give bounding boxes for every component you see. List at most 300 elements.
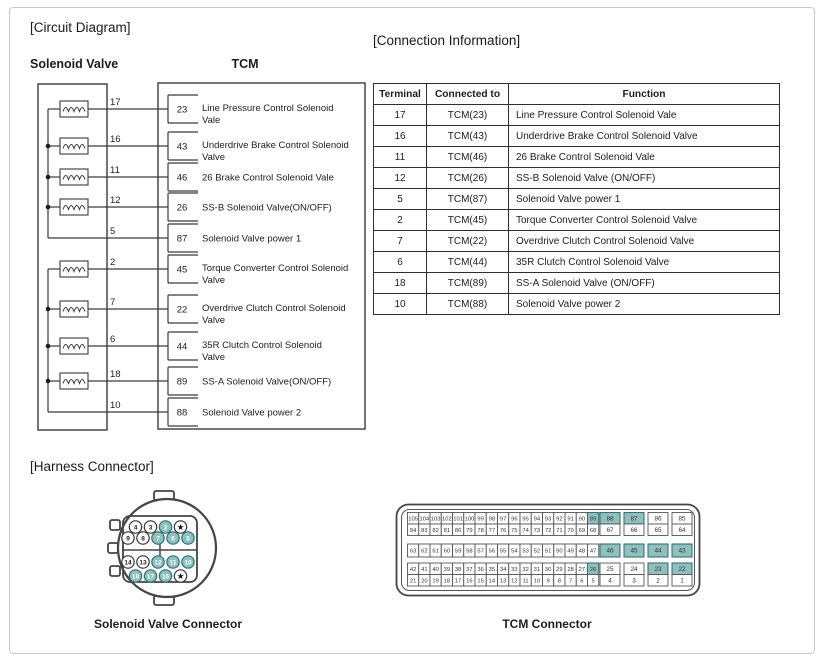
svg-text:13: 13 — [499, 578, 507, 585]
tcm-connector-pins — [408, 513, 693, 587]
tcm-connector-pin-99 — [475, 513, 486, 525]
svg-text:74: 74 — [522, 527, 529, 534]
tcm-connector-pin-61 — [430, 544, 441, 557]
tcm-pin-number: 43 — [176, 141, 188, 153]
circuit-row-terminal-5 — [48, 224, 301, 252]
svg-text:53: 53 — [522, 548, 529, 555]
svg-text:102: 102 — [442, 516, 452, 523]
tcm-connector-pin-44 — [648, 544, 668, 557]
svg-text:5: 5 — [186, 535, 190, 543]
svg-text:1: 1 — [680, 577, 684, 585]
svg-text:2: 2 — [656, 577, 660, 585]
tcm-connector-pin-59 — [453, 544, 464, 557]
svg-text:80: 80 — [454, 527, 462, 534]
svg-text:2: 2 — [163, 524, 168, 532]
tcm-connector-pin-3 — [624, 575, 644, 587]
svg-text:47: 47 — [589, 548, 597, 555]
svg-text:101: 101 — [453, 516, 463, 523]
tcm-connector-pin-79 — [464, 524, 475, 536]
tcm-connector-pin-95 — [520, 513, 531, 525]
tcm-connector-pin-83 — [419, 524, 430, 536]
connection-table-row — [374, 168, 780, 189]
svg-text:99: 99 — [477, 516, 484, 523]
function-text: Overdrive Clutch Control Solenoid — [202, 303, 346, 314]
svg-text:82: 82 — [432, 527, 439, 534]
tcm-connector-pin-87 — [624, 513, 644, 525]
svg-text:30: 30 — [544, 566, 552, 573]
tcm-connector-pin-23 — [648, 563, 668, 575]
connection-table-row — [374, 231, 780, 252]
svg-text:87: 87 — [630, 515, 638, 523]
svg-text:12: 12 — [511, 578, 518, 585]
svg-text:91: 91 — [567, 516, 574, 523]
tcm-connector-pin-42 — [408, 563, 419, 575]
function-cell: Solenoid Valve power 2 — [509, 294, 780, 315]
tcm-connector-pin-58 — [464, 544, 475, 557]
tcm-connector-pin-32 — [520, 563, 531, 575]
function-text: Underdrive Brake Control Solenoid — [202, 140, 349, 151]
connected-to-cell: TCM(22) — [427, 231, 509, 252]
tcm-connector-pin-105 — [408, 513, 419, 525]
tcm-connector-pin-104 — [419, 513, 430, 525]
connector-pin-4 — [129, 521, 141, 533]
svg-text:8: 8 — [557, 578, 561, 585]
wire-terminal-number: 18 — [110, 369, 121, 380]
connector-left-tab — [110, 520, 120, 530]
tcm-connector-pin-103 — [430, 513, 441, 525]
connector-pin-6 — [167, 532, 179, 544]
terminal-cell: 5 — [374, 189, 427, 210]
junction-dot — [46, 144, 51, 149]
tcm-connector-pin-54 — [509, 544, 520, 557]
tcm-connector-pin-81 — [441, 524, 452, 536]
connection-information-table — [373, 83, 780, 315]
tcm-connector-pin-70 — [565, 524, 576, 536]
solenoid-valve-box-label: Solenoid Valve — [30, 57, 119, 71]
connection-table-row — [374, 294, 780, 315]
svg-text:24: 24 — [630, 565, 638, 573]
function-text: Line Pressure Control Solenoid — [202, 103, 334, 114]
svg-text:64: 64 — [678, 526, 686, 534]
function-cell: Overdrive Clutch Control Solenoid Valve — [509, 231, 780, 252]
function-text: 35R Clutch Control Solenoid — [202, 340, 322, 351]
svg-text:6: 6 — [580, 578, 584, 585]
svg-text:11: 11 — [169, 559, 177, 567]
star-glyph: ★ — [176, 522, 185, 532]
tcm-connector-pin-7 — [565, 575, 576, 587]
svg-text:42: 42 — [409, 566, 417, 573]
tcm-pin-number: 23 — [176, 104, 188, 116]
connector-pin-7 — [152, 532, 164, 544]
svg-text:7: 7 — [156, 535, 160, 543]
function-text: Torque Converter Control Solenoid — [202, 263, 349, 274]
tcm-pin-number: 22 — [176, 304, 188, 316]
junction-dot — [46, 205, 51, 210]
svg-text:86: 86 — [654, 515, 662, 523]
svg-text:96: 96 — [511, 516, 518, 523]
terminal-cell: 11 — [374, 147, 427, 168]
svg-text:103: 103 — [430, 516, 441, 523]
connector-pin-18 — [129, 570, 141, 582]
tcm-connector-pin-40 — [430, 563, 441, 575]
circuit-row-terminal-16 — [48, 132, 349, 163]
tcm-connector-pin-71 — [554, 524, 565, 536]
tcm-connector-pin-15 — [475, 575, 486, 587]
svg-text:11: 11 — [522, 578, 529, 585]
svg-text:44: 44 — [654, 547, 662, 555]
connected-to-cell: TCM(43) — [427, 126, 509, 147]
svg-text:16: 16 — [161, 573, 170, 581]
tcm-connector-pin-85 — [672, 513, 692, 525]
tcm-connector-pin-28 — [565, 563, 576, 575]
connector-pin-5 — [182, 532, 194, 544]
tcm-connector-pin-43 — [672, 544, 692, 557]
function-cell: 35R Clutch Control Solenoid Valve — [509, 252, 780, 273]
svg-text:65: 65 — [654, 526, 662, 534]
terminal-cell: 10 — [374, 294, 427, 315]
svg-text:35: 35 — [488, 566, 496, 573]
tcm-connector-pin-65 — [648, 524, 668, 536]
solenoid-valve-connector-drawing — [107, 488, 227, 608]
function-text: Valve — [202, 352, 226, 363]
svg-text:63: 63 — [409, 548, 417, 555]
terminal-cell: 18 — [374, 273, 427, 294]
svg-text:104: 104 — [419, 516, 430, 523]
terminal-cell: 6 — [374, 252, 427, 273]
tcm-connector-pin-20 — [419, 575, 430, 587]
tcm-connector-pin-10 — [531, 575, 542, 587]
tcm-connector-pin-53 — [520, 544, 531, 557]
tcm-connector-pin-8 — [554, 575, 565, 587]
svg-text:14: 14 — [124, 559, 132, 567]
tcm-connector-pin-86 — [648, 513, 668, 525]
tcm-connector-pin-33 — [509, 563, 520, 575]
connector-key-pin — [174, 570, 186, 582]
svg-text:23: 23 — [654, 565, 662, 573]
svg-text:77: 77 — [488, 527, 496, 534]
tcm-connector-pin-84 — [408, 524, 419, 536]
connection-table-row — [374, 126, 780, 147]
tcm-connector-pin-94 — [531, 513, 542, 525]
tcm-connector-pin-55 — [498, 544, 509, 557]
svg-text:51: 51 — [544, 548, 552, 555]
tcm-connector-pin-26 — [588, 563, 599, 575]
tcm-connector-pin-16 — [464, 575, 475, 587]
tcm-connector-pin-2 — [648, 575, 668, 587]
wire-terminal-number: 16 — [110, 134, 121, 145]
tcm-connector-pin-56 — [486, 544, 497, 557]
svg-text:62: 62 — [421, 548, 428, 555]
wire-terminal-number: 2 — [110, 257, 116, 268]
tcm-connector-pin-4 — [600, 575, 620, 587]
svg-text:92: 92 — [556, 516, 563, 523]
circuit-row-terminal-18 — [48, 367, 331, 395]
svg-text:59: 59 — [454, 548, 462, 555]
tcm-connector-pin-52 — [531, 544, 542, 557]
function-text: Valve — [202, 275, 226, 286]
connector-pin-8 — [137, 532, 149, 544]
svg-text:93: 93 — [544, 516, 552, 523]
svg-text:81: 81 — [443, 527, 451, 534]
svg-text:19: 19 — [432, 578, 439, 585]
svg-text:29: 29 — [556, 566, 563, 573]
svg-text:73: 73 — [533, 527, 541, 534]
svg-text:4: 4 — [608, 577, 612, 585]
tcm-pin-number: 89 — [176, 376, 188, 388]
svg-text:85: 85 — [678, 515, 686, 523]
svg-text:45: 45 — [630, 547, 638, 555]
tcm-connector-pin-51 — [543, 544, 554, 557]
tcm-connector-pin-92 — [554, 513, 565, 525]
circuit-row-terminal-7 — [48, 295, 346, 326]
svg-text:79: 79 — [466, 527, 473, 534]
svg-text:17: 17 — [454, 578, 462, 585]
tcm-connector-pin-77 — [486, 524, 497, 536]
tcm-connector-pin-47 — [588, 544, 599, 557]
junction-dot — [46, 379, 51, 384]
connected-to-cell: TCM(89) — [427, 273, 509, 294]
tcm-connector-pin-64 — [672, 524, 692, 536]
function-cell: Torque Converter Control Solenoid Valve — [509, 210, 780, 231]
circuit-row-terminal-12 — [48, 193, 332, 221]
tcm-connector-pin-1 — [672, 575, 692, 587]
tcm-connector-pin-62 — [419, 544, 430, 557]
terminal-cell: 7 — [374, 231, 427, 252]
circuit-row-terminal-10 — [48, 398, 301, 426]
svg-text:13: 13 — [139, 559, 147, 567]
connector-pin-12 — [152, 556, 164, 568]
terminal-column-header: Terminal — [374, 84, 427, 105]
svg-text:83: 83 — [421, 527, 428, 534]
circuit-rows — [46, 95, 349, 426]
svg-text:58: 58 — [466, 548, 473, 555]
svg-text:18: 18 — [443, 578, 451, 585]
svg-text:94: 94 — [533, 516, 541, 523]
tcm-box-label: TCM — [231, 57, 259, 71]
tcm-connector-pin-67 — [600, 524, 620, 536]
tcm-connector-pin-75 — [509, 524, 520, 536]
svg-text:50: 50 — [556, 548, 563, 555]
tcm-connector-pin-24 — [624, 563, 644, 575]
tcm-connector-pin-102 — [441, 513, 452, 525]
tcm-connector-pin-22 — [672, 563, 692, 575]
tcm-connector-caption: TCM Connector — [502, 617, 592, 631]
function-column-header: Function — [509, 84, 780, 105]
junction-dot — [46, 344, 51, 349]
connector-pin-14 — [122, 556, 134, 568]
connected-to-cell: TCM(23) — [427, 105, 509, 126]
function-cell: Solenoid Valve power 1 — [509, 189, 780, 210]
wire-terminal-number: 5 — [110, 226, 116, 237]
svg-text:56: 56 — [488, 548, 496, 555]
connection-table-row — [374, 189, 780, 210]
tcm-pin-number: 88 — [176, 407, 188, 419]
tcm-connector-pin-9 — [543, 575, 554, 587]
tcm-connector-pin-39 — [441, 563, 452, 575]
tcm-connector-pin-31 — [531, 563, 542, 575]
tcm-connector-pin-76 — [498, 524, 509, 536]
function-text: SS-B Solenoid Valve(ON/OFF) — [202, 202, 332, 214]
svg-text:17: 17 — [146, 573, 155, 581]
function-text: Solenoid Valve power 1 — [202, 233, 302, 245]
star-glyph: ★ — [176, 571, 185, 581]
wire-terminal-number: 17 — [110, 97, 121, 108]
svg-text:31: 31 — [533, 566, 541, 573]
tcm-connector-pin-46 — [600, 544, 620, 557]
svg-text:34: 34 — [499, 566, 507, 573]
svg-text:98: 98 — [488, 516, 496, 523]
svg-text:60: 60 — [443, 548, 451, 555]
svg-text:36: 36 — [477, 566, 484, 573]
svg-text:4: 4 — [133, 524, 138, 532]
terminal-cell: 16 — [374, 126, 427, 147]
connector-key-pin — [174, 521, 186, 533]
connector-left-tab — [110, 566, 120, 576]
tcm-connector-pin-48 — [576, 544, 587, 557]
tcm-connector-pin-49 — [565, 544, 576, 557]
tcm-connector-pin-45 — [624, 544, 644, 557]
tcm-connector-pin-63 — [408, 544, 419, 557]
svg-text:18: 18 — [131, 573, 140, 581]
svg-text:61: 61 — [432, 548, 439, 555]
svg-text:6: 6 — [171, 535, 175, 543]
svg-text:9: 9 — [126, 535, 130, 543]
tcm-pin-number: 44 — [176, 341, 188, 353]
svg-text:89: 89 — [589, 516, 597, 523]
tcm-pin-number: 87 — [176, 233, 188, 245]
tcm-connector-pin-72 — [543, 524, 554, 536]
wire-terminal-number: 10 — [110, 400, 121, 411]
svg-text:52: 52 — [533, 548, 541, 555]
connection-table-row — [374, 273, 780, 294]
svg-text:7: 7 — [569, 578, 573, 585]
svg-text:16: 16 — [466, 578, 473, 585]
connector-pin-13 — [137, 556, 149, 568]
connected-to-cell: TCM(44) — [427, 252, 509, 273]
svg-text:39: 39 — [443, 566, 451, 573]
svg-text:27: 27 — [578, 566, 586, 573]
svg-text:105: 105 — [408, 516, 418, 523]
tcm-connector-pin-96 — [509, 513, 520, 525]
svg-text:28: 28 — [567, 566, 574, 573]
connected-to-cell: TCM(88) — [427, 294, 509, 315]
tcm-connector-pin-73 — [531, 524, 542, 536]
tcm-connector-pin-19 — [430, 575, 441, 587]
tcm-connector-pin-93 — [543, 513, 554, 525]
svg-text:25: 25 — [606, 565, 614, 573]
svg-text:68: 68 — [589, 527, 597, 534]
connected-to-cell: TCM(26) — [427, 168, 509, 189]
connection-table-row — [374, 252, 780, 273]
function-cell: SS-B Solenoid Valve (ON/OFF) — [509, 168, 780, 189]
svg-text:10: 10 — [533, 578, 541, 585]
tcm-connector-pin-82 — [430, 524, 441, 536]
svg-text:26: 26 — [589, 566, 597, 573]
svg-text:14: 14 — [488, 578, 496, 585]
tcm-connector-pin-41 — [419, 563, 430, 575]
tcm-connector-pin-66 — [624, 524, 644, 536]
tcm-connector-pin-90 — [576, 513, 587, 525]
svg-text:72: 72 — [544, 527, 552, 534]
connector-pin-16 — [159, 570, 171, 582]
tcm-connector-drawing — [394, 502, 702, 598]
svg-text:37: 37 — [466, 566, 473, 573]
tcm-connector-pin-91 — [565, 513, 576, 525]
tcm-connector-pin-60 — [441, 544, 452, 557]
svg-text:100: 100 — [464, 516, 475, 523]
svg-text:10: 10 — [184, 559, 192, 567]
tcm-connector-pin-88 — [600, 513, 620, 525]
function-text: 26 Brake Control Solenoid Vale — [202, 172, 334, 184]
tcm-connector-pin-50 — [554, 544, 565, 557]
terminal-cell: 17 — [374, 105, 427, 126]
wire-terminal-number: 11 — [110, 165, 120, 176]
svg-text:90: 90 — [578, 516, 586, 523]
svg-text:84: 84 — [409, 527, 417, 534]
svg-text:46: 46 — [606, 547, 614, 555]
svg-text:70: 70 — [567, 527, 574, 534]
tcm-connector-pin-74 — [520, 524, 531, 536]
tcm-connector-pin-100 — [464, 513, 475, 525]
connection-table-row — [374, 147, 780, 168]
tcm-connector-pin-29 — [554, 563, 565, 575]
svg-text:57: 57 — [477, 548, 484, 555]
function-cell: Line Pressure Control Solenoid Vale — [509, 105, 780, 126]
wire-terminal-number: 6 — [110, 334, 116, 345]
svg-text:66: 66 — [630, 526, 638, 534]
connector-pin-3 — [144, 521, 156, 533]
tcm-pin-number: 26 — [176, 202, 188, 214]
wire-terminal-number: 12 — [110, 195, 121, 206]
connection-table-row — [374, 210, 780, 231]
tcm-connector-pin-27 — [576, 563, 587, 575]
tcm-connector-pin-30 — [543, 563, 554, 575]
circuit-row-terminal-2 — [48, 255, 348, 286]
connected-to-cell: TCM(87) — [427, 189, 509, 210]
svg-text:20: 20 — [421, 578, 428, 585]
function-text: Valve — [202, 152, 226, 163]
tcm-connector-pin-68 — [588, 524, 599, 536]
tcm-connector-pin-37 — [464, 563, 475, 575]
junction-dot — [46, 307, 51, 312]
tcm-connector-pin-78 — [475, 524, 486, 536]
tcm-connector-pin-11 — [520, 575, 531, 587]
connector-pin-17 — [144, 570, 156, 582]
tcm-connector-pin-69 — [576, 524, 587, 536]
tcm-connector-pin-36 — [475, 563, 486, 575]
svg-text:95: 95 — [522, 516, 529, 523]
function-text: SS-A Solenoid Valve(ON/OFF) — [202, 376, 332, 388]
connector-pin-2 — [159, 521, 171, 533]
svg-text:38: 38 — [454, 566, 462, 573]
connector-left-tab — [108, 543, 118, 553]
svg-text:5: 5 — [591, 578, 595, 585]
tcm-connector-pin-98 — [486, 513, 497, 525]
connected-to-cell: TCM(46) — [427, 147, 509, 168]
tcm-connector-pin-97 — [498, 513, 509, 525]
tcm-pin-number: 46 — [176, 172, 188, 184]
circuit-row-terminal-6 — [48, 332, 322, 363]
svg-text:41: 41 — [421, 566, 428, 573]
connector-pin-10 — [182, 556, 194, 568]
svg-text:75: 75 — [511, 527, 518, 534]
svg-text:97: 97 — [499, 516, 507, 523]
tcm-connector-pin-35 — [486, 563, 497, 575]
connected-to-column-header: Connected to — [427, 84, 509, 105]
tcm-connector-pin-57 — [475, 544, 486, 557]
svg-text:54: 54 — [511, 548, 518, 555]
tcm-connector-pin-5 — [588, 575, 599, 587]
